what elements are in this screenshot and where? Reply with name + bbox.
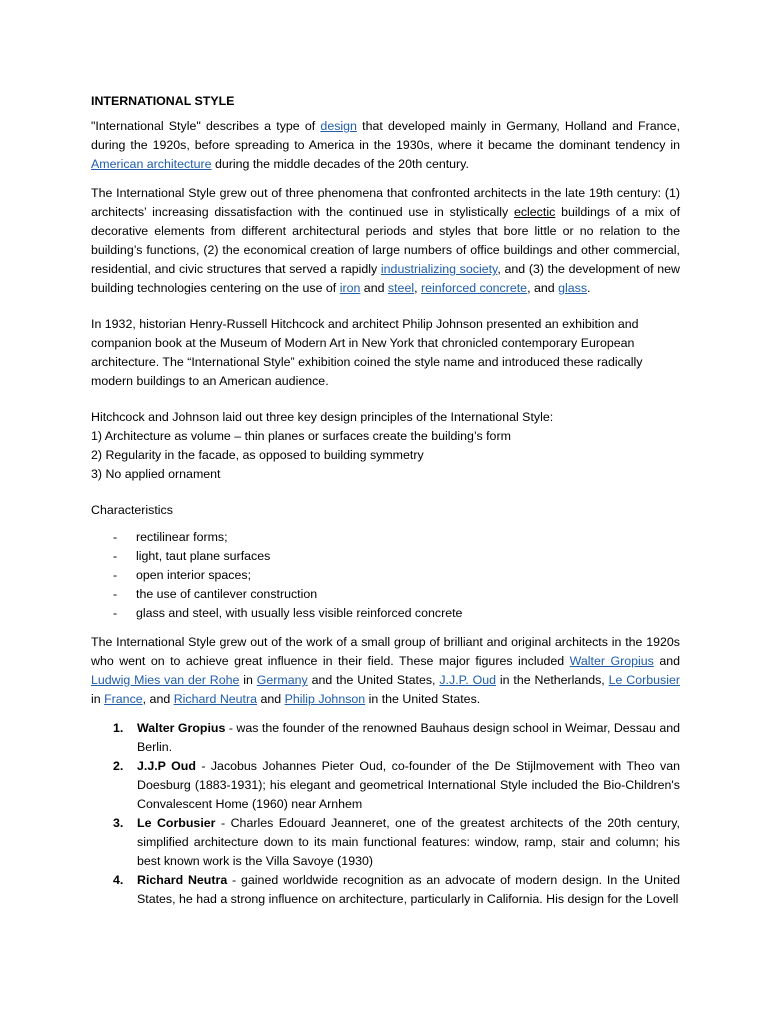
architect-name: J.J.P Oud (137, 759, 196, 773)
text-run: that developed mainly in Germany, Holland and France, during the 1920s, before spreading to America in the 1930s, where it became the dominant tendency in (91, 119, 681, 152)
link-steel[interactable]: steel (387, 281, 415, 295)
principles-intro: Hitchcock and Johnson laid out three key design principles of the International Style: (91, 410, 554, 424)
list-item (113, 528, 680, 547)
text-run: , (414, 281, 421, 295)
principle-item: 3) No applied ornament (91, 467, 221, 481)
list-item (113, 585, 680, 604)
architect-description: - gained worldwide recognition as an advocate of modern design. In the United States, he had a strong influence on architecture, particularly in California. His design for the Lovell (137, 873, 680, 906)
text-run: and (653, 654, 680, 668)
text-run: and (257, 692, 285, 706)
list-item-text: light, taut plane surfaces (136, 549, 271, 563)
architects-list (91, 719, 680, 909)
dash-bullet: - (113, 549, 118, 563)
text-run: The International Style grew out of three phenomena that confronted architects in the late 19th century: (1) architects’ increasing dissatisfaction with the continued use in stylistically (91, 186, 680, 219)
list-number: 3. (113, 816, 124, 830)
dash-bullet: - (113, 606, 118, 620)
architect-item (113, 814, 680, 871)
text-run: "International Style" describes a type of (91, 119, 321, 133)
link-glass[interactable]: glass (558, 281, 588, 295)
list-number: 4. (113, 873, 124, 887)
list-item (113, 547, 680, 566)
text-run: buildings of a mix of decorative elements from different architectural periods and styles that bore little or no relation to the building’s functions, (2) the economical creation of large numbers of office buildings and other commercial, residential, and civic structures that served a rapidly (91, 205, 681, 276)
link-walter-gropius[interactable]: Walter Gropius (569, 654, 654, 668)
dash-bullet: - (113, 568, 118, 582)
list-item-text: rectilinear forms; (136, 530, 228, 544)
underlined-eclectic: eclectic (513, 205, 556, 219)
list-number: 1. (113, 721, 124, 735)
link-france[interactable]: France (104, 692, 143, 706)
text-run: in (239, 673, 257, 687)
exhibition-paragraph: In 1932, historian Henry-Russell Hitchcock and architect Philip Johnson presented an exhibition and companion book at the Museum of Modern Art in New York that chronicled contemporary European architecture. The “International Style” exhibition coined the style name and introduced these radically modern buildings to an American audience. (91, 317, 643, 388)
text-run: The International Style grew out of the work of a small group of brilliant and original architects in the 1920s who went on to achieve great influence in their field. These major figures included (91, 635, 680, 668)
architect-name: Le Corbusier (137, 816, 216, 830)
text-run: and (360, 281, 388, 295)
list-item-text: glass and steel, with usually less visible reinforced concrete (136, 606, 463, 620)
text-run: , and (3) the development of new building technologies centering on the use of (91, 262, 681, 295)
list-number: 2. (113, 759, 124, 773)
architect-description: - was the founder of the renowned Bauhaus design school in Weimar, Dessau and Berlin. (137, 721, 680, 754)
text-run: in the Netherlands, (496, 673, 609, 687)
design-principles (91, 408, 680, 484)
text-run: . (587, 281, 591, 295)
list-item (113, 604, 680, 623)
link-design[interactable]: design (320, 119, 357, 133)
list-item-text: the use of cantilever construction (136, 587, 318, 601)
dash-bullet: - (113, 530, 118, 544)
intro-paragraph (91, 117, 680, 174)
characteristics-list (91, 528, 680, 623)
link-reinforced-concrete[interactable]: reinforced concrete (421, 281, 528, 295)
link-mies-van-der-rohe[interactable]: Ludwig Mies van der Rohe (91, 673, 240, 687)
link-iron[interactable]: iron (339, 281, 361, 295)
text-run: , and (142, 692, 174, 706)
text-run: during the middle decades of the 20th century. (211, 157, 469, 171)
list-item (113, 566, 680, 585)
link-industrializing-society[interactable]: industrializing society (380, 262, 498, 276)
architect-name: Walter Gropius (137, 721, 226, 735)
link-jjp-oud[interactable]: J.J.P. Oud (439, 673, 497, 687)
text-run: , and (527, 281, 559, 295)
text-run: and the United States, (307, 673, 440, 687)
principle-item: 2) Regularity in the facade, as opposed to building symmetry (91, 448, 424, 462)
link-germany[interactable]: Germany (256, 673, 308, 687)
principle-item: 1) Architecture as volume – thin planes or surfaces create the building’s form (91, 429, 511, 443)
architect-description: - Jacobus Johannes Pieter Oud, co-founder of the De Stijlmovement with Theo van Doesburg (1883-1931); his elegant and geometrical International Style included the Bio-Children's Convalescent Home (1960) near Arnhem (137, 759, 680, 811)
link-le-corbusier[interactable]: Le Corbusier (608, 673, 680, 687)
link-richard-neutra[interactable]: Richard Neutra (173, 692, 258, 706)
architect-item (113, 757, 680, 814)
list-item-text: open interior spaces; (136, 568, 252, 582)
text-run: in the United States. (365, 692, 481, 706)
characteristics-heading: Characteristics (91, 503, 173, 517)
dash-bullet: - (113, 587, 118, 601)
phenomena-paragraph (91, 184, 680, 298)
architect-name: Richard Neutra (137, 873, 228, 887)
link-philip-johnson[interactable]: Philip Johnson (284, 692, 366, 706)
document-title: INTERNATIONAL STYLE (91, 94, 235, 108)
link-american-architecture[interactable]: American architecture (91, 157, 212, 171)
architect-description: - Charles Edouard Jeanneret, one of the greatest architects of the 20th century, simplified architecture down to its main functional features: window, ramp, stair and column; his best known work is the Villa Savoye (1930) (137, 816, 680, 868)
text-run: in (91, 692, 105, 706)
architects-paragraph (91, 633, 680, 709)
architect-item (113, 719, 680, 757)
architect-item (113, 871, 680, 909)
